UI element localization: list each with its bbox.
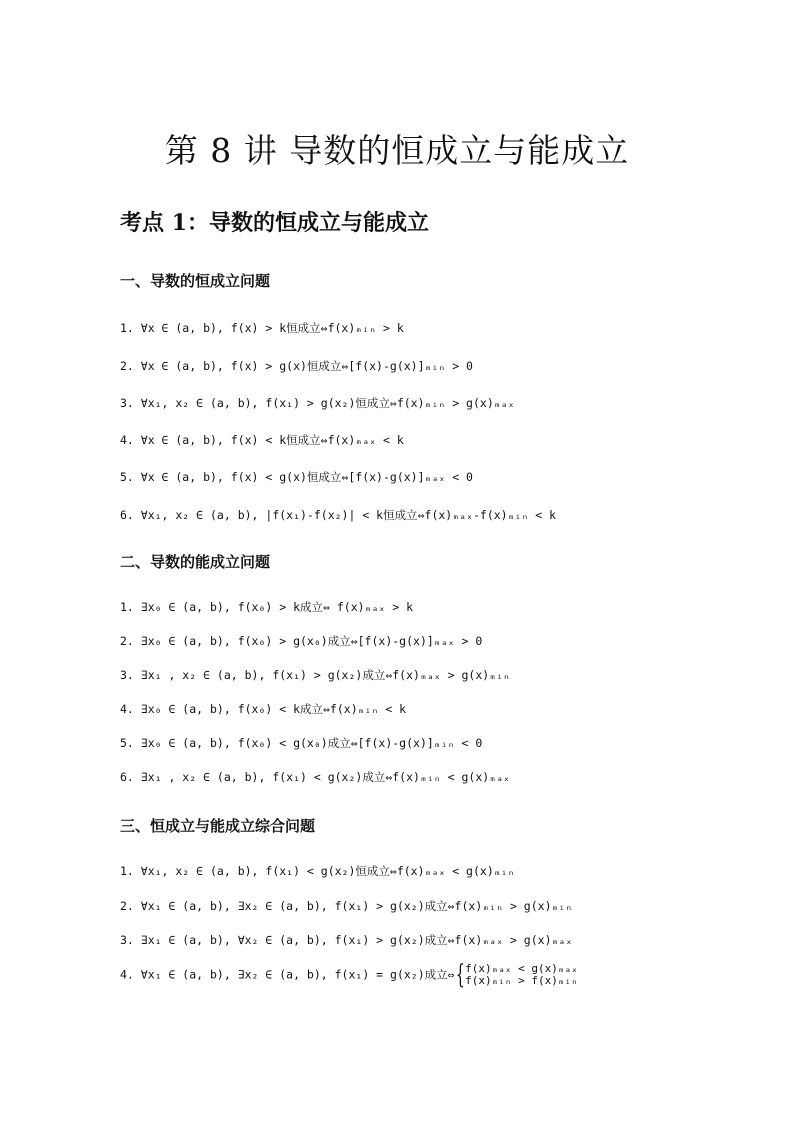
brace-cases bbox=[465, 963, 578, 987]
section-heading-2: 二、导数的能成立问题 bbox=[120, 553, 271, 571]
section-2-item-3: 3. ∃x₁ , x₂ ∈ (a, b), f(x₁) > g(x₂)成立⇔f(x)ₘₐₓ > g(x)ₘᵢₙ bbox=[120, 668, 510, 682]
section-2-item-2: 2. ∃x₀ ∈ (a, b), f(x₀) > g(x₀)成立⇔[f(x)-g(x)]ₘₐₓ > 0 bbox=[120, 634, 483, 648]
case-line-2: f(x)ₘᵢₙ > f(x)ₘᵢₙ bbox=[465, 974, 578, 987]
section-1-item-3: 3. ∀x₁, x₂ ∈ (a, b), f(x₁) > g(x₂)恒成立⇔f(x)ₘᵢₙ > g(x)ₘₐₓ bbox=[120, 396, 515, 410]
section-3-item-3: 3. ∃x₁ ∈ (a, b), ∀x₂ ∈ (a, b), f(x₁) > g(x₂)成立⇔f(x)ₘₐₓ > g(x)ₘₐₓ bbox=[120, 933, 573, 947]
section-1-item-2: 2. ∀x ∈ (a, b), f(x) > g(x)恒成立⇔[f(x)-g(x)]ₘᵢₙ > 0 bbox=[120, 359, 473, 373]
case-line-1: f(x)ₘₐₓ < g(x)ₘₐₓ bbox=[465, 962, 578, 975]
section-1-item-4: 4. ∀x ∈ (a, b), f(x) < k恒成立⇔f(x)ₘₐₓ < k bbox=[120, 433, 404, 447]
topic-heading: 考点 1：导数的恒成立与能成立 bbox=[120, 210, 429, 236]
section-2-item-1: 1. ∃x₀ ∈ (a, b), f(x₀) > k成立⇔ f(x)ₘₐₓ > k bbox=[120, 600, 414, 614]
section-1-item-5: 5. ∀x ∈ (a, b), f(x) < g(x)恒成立⇔[f(x)-g(x)]ₘₐₓ < 0 bbox=[120, 470, 473, 484]
section-heading-1: 一、导数的恒成立问题 bbox=[120, 272, 271, 290]
left-brace-icon: { bbox=[455, 960, 465, 990]
section-2-item-5: 5. ∃x₀ ∈ (a, b), f(x₀) < g(x₀)成立⇔[f(x)-g(x)]ₘᵢₙ < 0 bbox=[120, 736, 483, 750]
section-3-item-2: 2. ∀x₁ ∈ (a, b), ∃x₂ ∈ (a, b), f(x₁) > g(x₂)成立⇔f(x)ₘᵢₙ > g(x)ₘᵢₙ bbox=[120, 899, 573, 913]
page-title: 第 8 讲 导数的恒成立与能成立 bbox=[164, 131, 630, 170]
section-1-item-1: 1. ∀x ∈ (a, b), f(x) > k恒成立⇔f(x)ₘᵢₙ > k bbox=[120, 321, 404, 335]
section-3-item-1: 1. ∀x₁, x₂ ∈ (a, b), f(x₁) < g(x₂)恒成立⇔f(x)ₘₐₓ < g(x)ₘᵢₙ bbox=[120, 864, 515, 878]
section-heading-3: 三、恒成立与能成立综合问题 bbox=[120, 817, 316, 835]
section-2-item-6: 6. ∃x₁ , x₂ ∈ (a, b), f(x₁) < g(x₂)成立⇔f(x)ₘᵢₙ < g(x)ₘₐₓ bbox=[120, 770, 510, 784]
section-2-item-4: 4. ∃x₀ ∈ (a, b), f(x₀) < k成立⇔f(x)ₘᵢₙ < k bbox=[120, 702, 407, 716]
section-3-item-4 bbox=[120, 962, 578, 988]
section-1-item-6: 6. ∀x₁, x₂ ∈ (a, b), |f(x₁)-f(x₂)| < k恒成立⇔f(x)ₘₐₓ-f(x)ₘᵢₙ < k bbox=[120, 508, 557, 522]
section-3-item-4-prefix: 4. ∀x₁ ∈ (a, b), ∃x₂ ∈ (a, b), f(x₁) = g(x₂)成立⇔ bbox=[120, 967, 455, 982]
